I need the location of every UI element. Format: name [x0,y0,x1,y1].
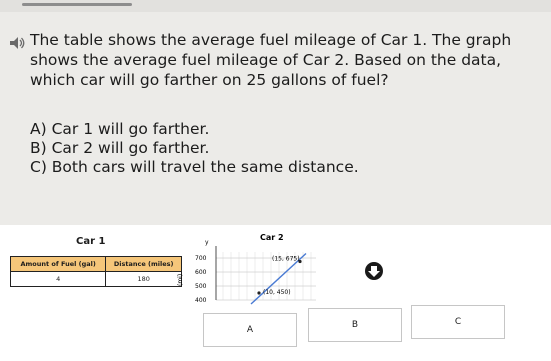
y-tick-label: 700 [195,255,207,262]
y-axis-label: y [205,239,209,246]
choice-c: C) Both cars will travel the same distance. [30,158,359,176]
y-tick-label: 500 [195,283,207,290]
answer-b-button[interactable]: B [308,308,402,342]
choice-b: B) Car 2 will go farther. [30,139,210,157]
answer-a-button[interactable]: A [203,313,297,347]
question-text: The table shows the average fuel mileage of Car 1. The graph shows the average fuel mileage of Car 2. Based on the data, which car will go farther on 25 gallons of fuel? [30,31,512,89]
car2-graph [177,228,318,304]
table-cell-distance: 180 [106,272,182,287]
y-tick-label: 600 [195,269,207,276]
data-point [257,291,260,294]
y-tick-label: 400 [195,297,207,304]
top-bar [0,0,551,12]
answer-c-button[interactable]: C [411,305,505,339]
point-label: (15, 675) [272,255,300,263]
progress-line [22,3,132,6]
car1-table [10,256,182,287]
point-label: (10, 450) [263,289,291,296]
table-cell-fuel: 4 [11,272,106,287]
y-unit-label: (mi) [177,273,184,286]
car1-title: Car 1 [76,236,106,247]
graph-title: Car 2 [260,233,284,242]
choice-a: A) Car 1 will go farther. [30,120,210,138]
table-header-fuel: Amount of Fuel (gal) [11,257,106,272]
speaker-icon[interactable] [8,36,26,50]
table-header-distance: Distance (miles) [106,257,182,272]
down-arrow-icon[interactable] [365,262,383,280]
